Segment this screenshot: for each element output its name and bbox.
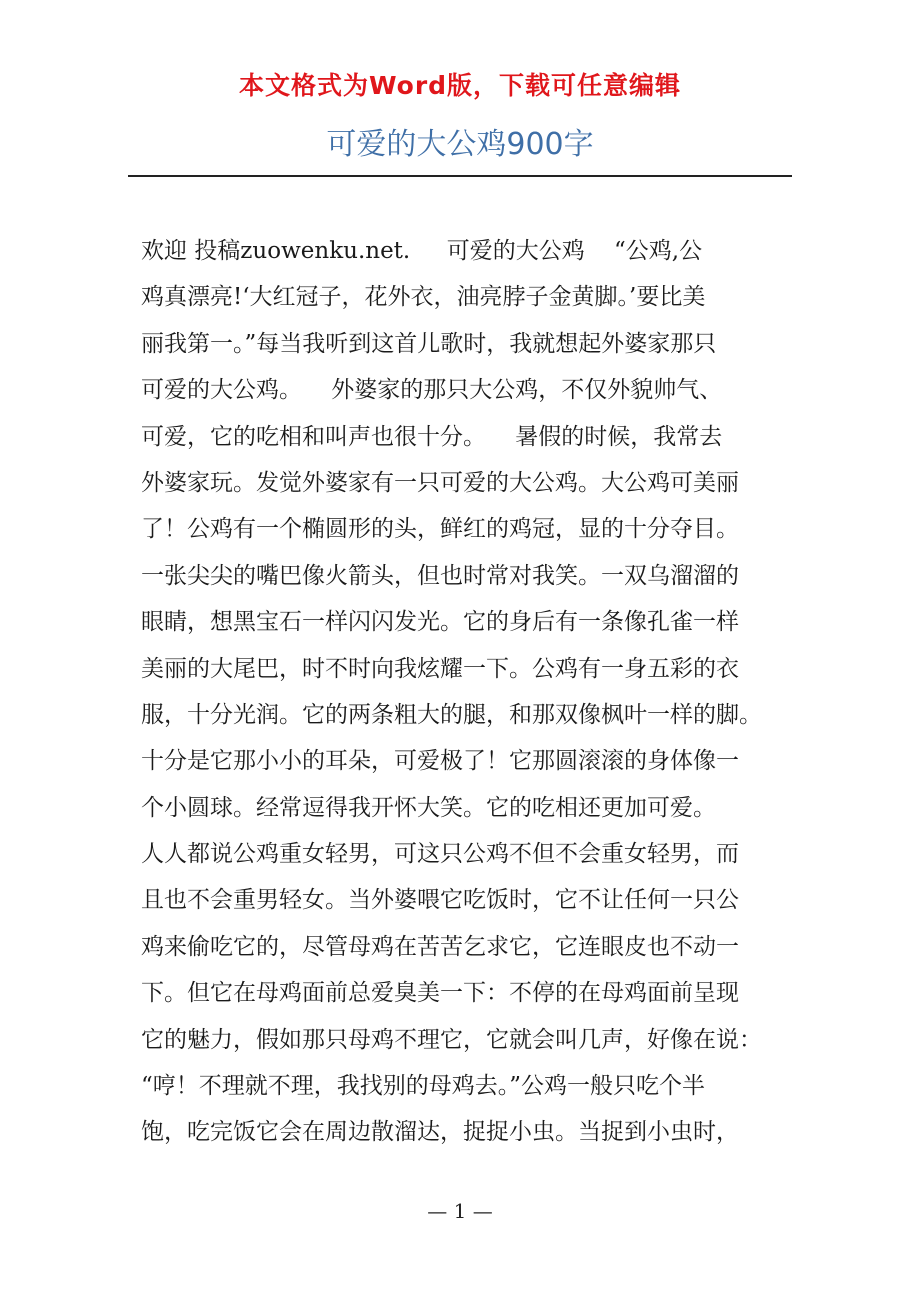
article-body (141, 228, 791, 1156)
body-line: 鸡真漂亮!‘大红冠子，花外衣，油亮脖子金黄脚。’要比美 (141, 284, 706, 311)
body-line: 它的魅力，假如那只母鸡不理它，它就会叫几声，好像在说： (141, 1026, 762, 1053)
body-line: 可爱的大公鸡。 外婆家的那只大公鸡，不仅外貌帅气、 (141, 377, 723, 404)
body-line: 饱，吃完饭它会在周边散溜达，捉捉小虫。当捉到小虫时， (141, 1119, 739, 1146)
body-line: 个小圆球。经常逗得我开怀大笑。它的吃相还更加可爱。 (141, 794, 716, 821)
body-line: 外婆家玩。发觉外婆家有一只可爱的大公鸡。大公鸡可美丽 (141, 469, 739, 496)
body-line: 丽我第一。”每当我听到这首儿歌时，我就想起外婆家那只 (141, 330, 717, 357)
body-line: 鸡来偷吃它的，尽管母鸡在苦苦乞求它，它连眼皮也不动一 (141, 933, 739, 960)
body-line: 且也不会重男轻女。当外婆喂它吃饭时，它不让任何一只公 (141, 887, 739, 914)
body-line: 美丽的大尾巴，时不时向我炫耀一下。公鸡有一身五彩的衣 (141, 655, 739, 682)
body-line: 可爱，它的吃相和叫声也很十分。 暑假的时候，我常去 (141, 423, 723, 450)
download-banner: 本文格式为Word版，下载可任意编辑 (238, 71, 682, 100)
body-line: 服，十分光润。它的两条粗大的腿，和那双像枫叶一样的脚。 (141, 701, 762, 728)
body-line: 人人都说公鸡重女轻男，可这只公鸡不但不会重女轻男，而 (141, 841, 739, 868)
body-line: 下。但它在母鸡面前总爱臭美一下：不停的在母鸡面前呈现 (141, 980, 739, 1007)
document-title: 可爱的大公鸡900字 (326, 127, 594, 162)
body-line: 眼睛，想黑宝石一样闪闪发光。它的身后有一条像孔雀一样 (141, 609, 739, 636)
body-line: 一张尖尖的嘴巴像火箭头，但也时常对我笑。一双乌溜溜的 (141, 562, 739, 589)
body-line: “哼！不理就不理，我找别的母鸡去。”公鸡一般只吃个半 (141, 1073, 706, 1100)
body-line: 欢迎 投稿zuowenku.net. 可爱的大公鸡 “公鸡,公 (141, 238, 703, 264)
body-line: 了！公鸡有一个椭圆形的头，鲜红的鸡冠，显的十分夺目。 (141, 516, 739, 543)
body-line: 十分是它那小小的耳朵，可爱极了！它那圆滚滚的身体像一 (141, 748, 739, 775)
page-number: — 1 — (427, 1199, 493, 1223)
title-divider (128, 175, 792, 177)
